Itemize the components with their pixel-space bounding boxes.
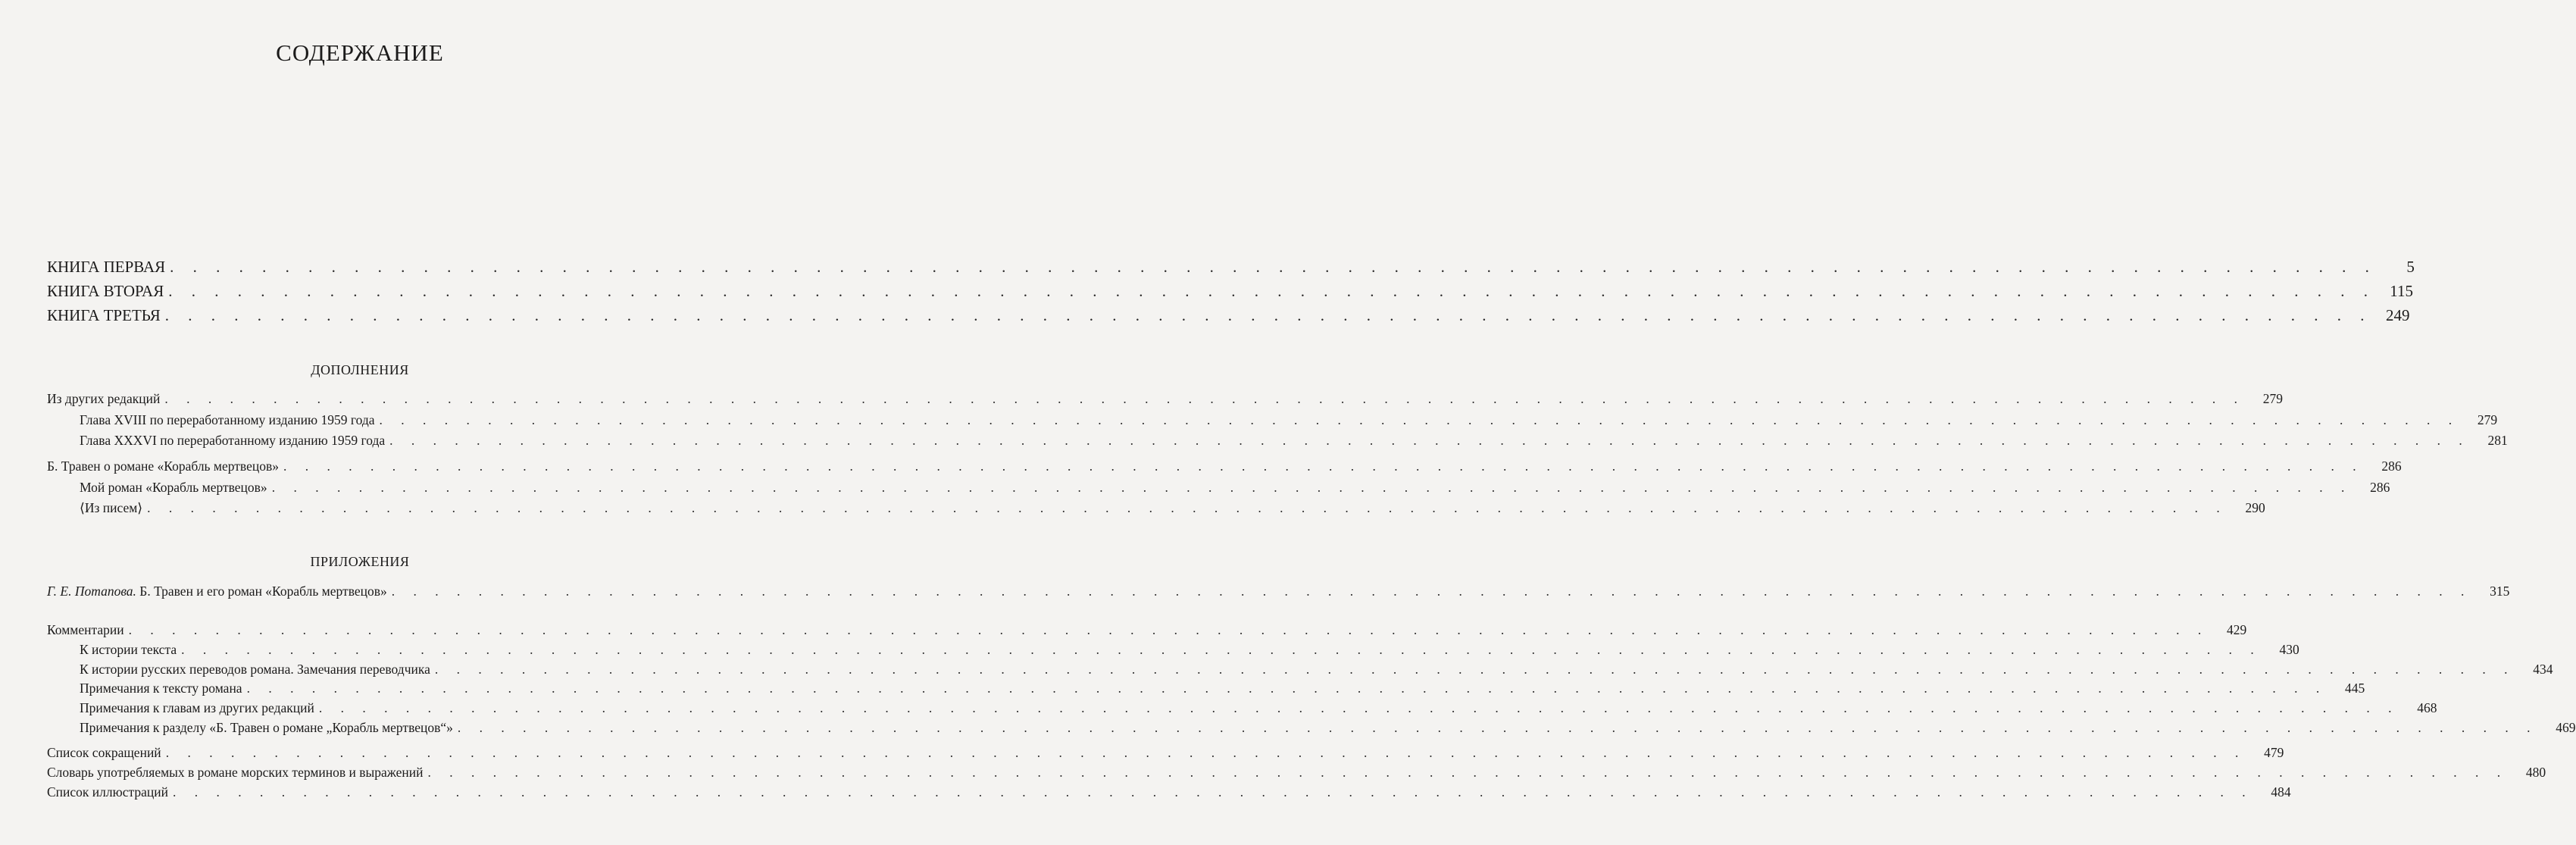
toc-entry[interactable] [47, 584, 2510, 599]
section-heading-supplements: ДОПОЛНЕНИЯ [311, 362, 409, 377]
toc-label: Из других редакций [47, 391, 161, 406]
page-number: 279 [2477, 412, 2498, 427]
dot-leader: . . . . . . . . . . . . . . . . . . . . . . . . . . . . . . . . . . . . . . . . . . . . . . . . . . . . . . . . . . . . . . . . . . . . . . . . . . . . . . . . . . . . . . . . . . . . . . . . [434, 662, 2515, 677]
toc-entry[interactable] [80, 412, 2498, 428]
dot-leader: . . . . . . . . . . . . . . . . . . . . . . . . . . . . . . . . . . . . . . . . . . . . . . . . . . . . . . . . . . . . . . . . . . . . . . . . . . . . . . . . . . . . . . . . . . . . . . . . [181, 642, 2262, 657]
toc-entry[interactable] [47, 745, 2284, 761]
toc-entry[interactable] [47, 282, 2413, 301]
toc-entry[interactable] [80, 433, 2508, 449]
page-number: 315 [2490, 584, 2510, 599]
dot-leader: . . . . . . . . . . . . . . . . . . . . . . . . . . . . . . . . . . . . . . . . . . . . . . . . . . . . . . . . . . . . . . . . . . . . . . . . . . . . . . . . . . . . . . . . . . . . . . . . [147, 500, 2227, 515]
page-number: 430 [2279, 642, 2299, 657]
toc-entry[interactable] [80, 500, 2265, 516]
toc-label: Примечания к разделу «Б. Травен о романе „Корабль мертвецов“» [80, 720, 453, 735]
dot-leader: . . . . . . . . . . . . . . . . . . . . . . . . . . . . . . . . . . . . . . . . . . . . . . . . . . . . . . . . . . . . . . . . . . . . . . . . . . . . . . . . . . . . . . . . . . . . . . . . [318, 700, 2399, 715]
page-number: 479 [2264, 745, 2284, 760]
dot-leader: . . . . . . . . . . . . . . . . . . . . . . . . . . . . . . . . . . . . . . . . . . . . . . . . . . . . . . . . . . . . . . . . . . . . . . . . . . . . . . . . . . . . . . . . . . . . . . . . [283, 458, 2364, 474]
dot-leader: . . . . . . . . . . . . . . . . . . . . . . . . . . . . . . . . . . . . . . . . . . . . . . . . . . . . . . . . . . . . . . . . . . . . . . . . . . . . . . . . . . . . . . . . . . . . . . . . [172, 784, 2253, 800]
toc-label: Список сокращений [47, 745, 161, 760]
toc-label: К истории текста [80, 642, 177, 657]
essay-author: Г. Е. Потапова. [47, 584, 136, 599]
dot-leader: . . . . . . . . . . . . . . . . . . . . . . . . . . . . . . . . . . . . . . . . . . . . . . . . . . . . . . . . . . . . . . . . . . . . . . . . . . . . . . . . . . . . . . . . . . . . . . . . [379, 412, 2460, 427]
dot-leader: . . . . . . . . . . . . . . . . . . . . . . . . . . . . . . . . . . . . . . . . . . . . . . . . . . . . . . . . . . . . . . . . . . . . . . . . . . . . . . . . . . . . . . . . . . . . . . . . [427, 765, 2509, 780]
dot-leader: . . . . . . . . . . . . . . . . . . . . . . . . . . . . . . . . . . . . . . . . . . . . . . . . . . . . . . . . . . . . . . . . . . . . . . . . . . . . . . . . . . . . . . . . . . . . . . . . [128, 622, 2209, 637]
page-number: 249 [2385, 306, 2410, 324]
page-number: 281 [2487, 433, 2508, 448]
toc-label: Список иллюстраций [47, 784, 168, 800]
toc-label: Глава XXXVI по переработанному изданию 1959 года [80, 433, 386, 448]
toc-entry[interactable] [80, 480, 2390, 496]
dot-leader: . . . . . . . . . . . . . . . . . . . . . . . . . . . . . . . . . . . . . . . . . . . . . . . . . . . . . . . . . . . . . . . . . . . . . . . . . . . . . . . . . . . . . . . . . . . . . . . . [391, 584, 2472, 599]
toc-label: Примечания к тексту романа [80, 681, 242, 696]
toc-label: КНИГА ТРЕТЬЯ [47, 306, 161, 324]
toc-entry[interactable] [80, 720, 2576, 736]
toc-entry[interactable] [80, 662, 2553, 678]
section-heading-appendices: ПРИЛОЖЕНИЯ [310, 554, 410, 569]
toc-label: Мой роман «Корабль мертвецов» [80, 480, 267, 495]
toc-label: Примечания к главам из других редакций [80, 700, 314, 715]
toc-label: Б. Травен о романе «Корабль мертвецов» [47, 458, 279, 474]
page-title: СОДЕРЖАНИЕ [276, 39, 444, 66]
dot-leader: . . . . . . . . . . . . . . . . . . . . . . . . . . . . . . . . . . . . . . . . . . . . . . . . . . . . . . . . . . . . . . . . . . . . . . . . . . . . . . . . . . . . . . . . . . . . . . . . [246, 681, 2327, 696]
toc-label: ⟨Из писем⟩ [80, 500, 143, 515]
page-number: 286 [2370, 480, 2390, 495]
toc-label: Глава XVIII по переработанному изданию 1959 года [80, 412, 375, 427]
toc-entry[interactable] [47, 258, 2415, 277]
page-number: 279 [2262, 391, 2283, 406]
page-number: 480 [2525, 765, 2546, 780]
page-number: 469 [2556, 720, 2576, 735]
page-number: 286 [2381, 458, 2402, 474]
page-number: 429 [2226, 622, 2247, 637]
toc-entry[interactable] [47, 458, 2402, 474]
dot-leader: . . . . . . . . . . . . . . . . . . . . . . . . . . . . . . . . . . . . . . . . . . . . . . . . . . . . . . . . . . . . . . . . . . . . . . . . . . . . . . . . . . . . . . . . . . . . . . . . [457, 720, 2538, 735]
dot-leader: . . . . . . . . . . . . . . . . . . . . . . . . . . . . . . . . . . . . . . . . . . . . . . . . . . . . . . . . . . . . . . . . . . . . . . . . . . . . . . . . . . . . . . . . . . . . . . . . [164, 306, 2372, 324]
dot-leader: . . . . . . . . . . . . . . . . . . . . . . . . . . . . . . . . . . . . . . . . . . . . . . . . . . . . . . . . . . . . . . . . . . . . . . . . . . . . . . . . . . . . . . . . . . . . . . . . [165, 745, 2246, 760]
toc-label: Комментарии [47, 622, 124, 637]
toc-entry[interactable] [47, 765, 2546, 781]
page-number: 484 [2271, 784, 2291, 800]
dot-leader: . . . . . . . . . . . . . . . . . . . . . . . . . . . . . . . . . . . . . . . . . . . . . . . . . . . . . . . . . . . . . . . . . . . . . . . . . . . . . . . . . . . . . . . . . . . . . . . . [164, 391, 2245, 406]
page-number: 290 [2245, 500, 2265, 515]
toc-label: КНИГА ПЕРВАЯ [47, 258, 166, 276]
page-number: 5 [2406, 258, 2415, 276]
page-number: 434 [2533, 662, 2553, 677]
toc-entry[interactable] [80, 700, 2437, 716]
toc-entry[interactable] [47, 391, 2283, 407]
toc-entry[interactable] [47, 784, 2291, 800]
page-number: 468 [2417, 700, 2437, 715]
essay-title: Б. Травен и его роман «Корабль мертвецов» [139, 584, 387, 599]
toc-entry[interactable] [80, 681, 2365, 696]
dot-leader: . . . . . . . . . . . . . . . . . . . . . . . . . . . . . . . . . . . . . . . . . . . . . . . . . . . . . . . . . . . . . . . . . . . . . . . . . . . . . . . . . . . . . . . . . . . . . . . . [170, 258, 2377, 276]
toc-entry[interactable] [80, 642, 2299, 658]
toc-label: К истории русских переводов романа. Замечания переводчика [80, 662, 430, 677]
toc-label: Словарь употребляемых в романе морских терминов и выражений [47, 765, 424, 780]
dot-leader: . . . . . . . . . . . . . . . . . . . . . . . . . . . . . . . . . . . . . . . . . . . . . . . . . . . . . . . . . . . . . . . . . . . . . . . . . . . . . . . . . . . . . . . . . . . . . . . . [389, 433, 2470, 448]
toc-entry[interactable] [47, 306, 2410, 325]
page-number: 445 [2344, 681, 2365, 696]
toc-label: КНИГА ВТОРАЯ [47, 282, 164, 300]
page-number: 115 [2390, 282, 2413, 300]
toc-label [47, 584, 392, 599]
dot-leader: . . . . . . . . . . . . . . . . . . . . . . . . . . . . . . . . . . . . . . . . . . . . . . . . . . . . . . . . . . . . . . . . . . . . . . . . . . . . . . . . . . . . . . . . . . . . . . . . [271, 480, 2352, 495]
dot-leader: . . . . . . . . . . . . . . . . . . . . . . . . . . . . . . . . . . . . . . . . . . . . . . . . . . . . . . . . . . . . . . . . . . . . . . . . . . . . . . . . . . . . . . . . . . . . . . . . [168, 282, 2375, 300]
toc-entry[interactable] [47, 622, 2247, 638]
